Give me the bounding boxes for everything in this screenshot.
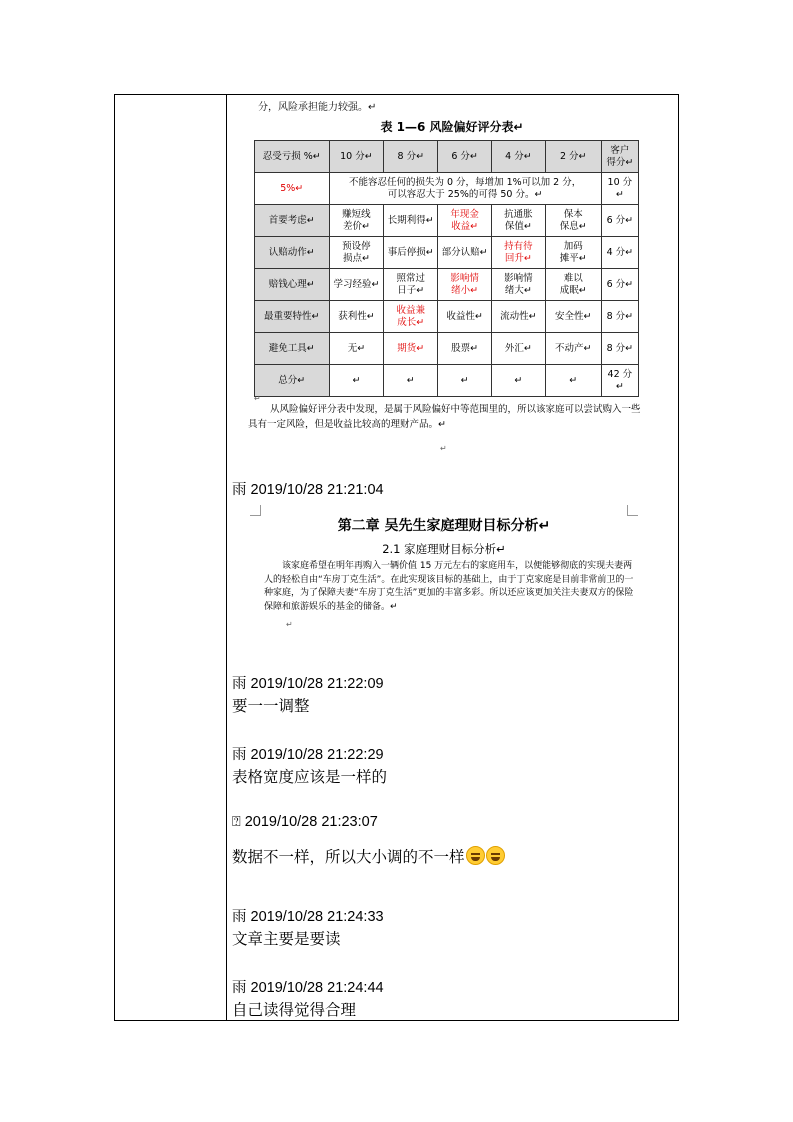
table-cell: 事后停损↵ [384,237,438,269]
embedded-screenshot-risk-table [232,96,672,456]
table-cell: 年现金 收益↵ [438,205,492,237]
table-cell: 照常过 日子↵ [384,269,438,301]
table-cell: 股票↵ [438,333,492,365]
message-sender-time: ⍰ 2019/10/28 21:23:07 [232,814,378,830]
table-cell: ↵ [438,365,492,397]
table-cell: 6 分↵ [438,141,492,173]
table-cell: 不动产↵ [545,333,601,365]
table-cell: 获利性↵ [329,301,384,333]
message-text: 文章主要是要读 [232,930,341,948]
message-text: 数据不一样，所以大小调的不一样 [232,848,465,866]
table-cell-merged: 不能容忍任何的损失为 0 分，每增加 1%可以加 2 分， 可以容忍大于 25%的可得 50 分。↵ [329,173,601,205]
table-cell: 6 分↵ [601,269,638,301]
chapter-title: 第二章 吴先生家庭理财目标分析↵ [337,518,551,534]
table-cell: 流动性↵ [491,301,545,333]
table-cell: 部分认赔↵ [438,237,492,269]
table-cell: 总分↵ [255,365,330,397]
table-cell: 4 分↵ [491,141,545,173]
message-text: 自己读得觉得合理 [232,1001,357,1019]
table-cell: 保本 保息↵ [545,205,601,237]
message-text: 要一一调整 [232,697,310,715]
table-cell: ↵ [491,365,545,397]
table-cell: 首要考虑↵ [255,205,330,237]
tears-of-joy-emoji-icon [486,846,505,865]
table-row [255,365,639,397]
message-with-emoji [232,845,505,867]
table-cell: 影响情 绪大↵ [491,269,545,301]
table-cell: 8 分↵ [601,333,638,365]
table-cell: 客户 得分↵ [601,141,638,173]
table-cell: 难以 成眠↵ [545,269,601,301]
paragraph-mark: ↵ [286,620,293,629]
table-row [255,269,639,301]
table-row [255,237,639,269]
table-cell: 忍受亏损 %↵ [255,141,330,173]
section-title: 2.1 家庭理财目标分析↵ [382,542,506,556]
table-row [255,301,639,333]
table-cell: 8 分↵ [601,301,638,333]
analysis-paragraph: 从风险偏好评分表中发现，是属于风险偏好中等范围里的，所以该家庭可以尝试购入一些具有一定风险，但是收益比较高的理财产品。↵ [248,404,641,430]
table-cell: 避免工具↵ [255,333,330,365]
table-cell: 5%↵ [255,173,330,205]
table-cell: 影响情 绪小↵ [438,269,492,301]
table-cell: 加码 摊平↵ [545,237,601,269]
message-sender-time: 雨 2019/10/28 21:21:04 [232,482,384,498]
table-cell: ↵ [329,365,384,397]
table-cell: 收益性↵ [438,301,492,333]
table-cell: 收益兼 成长↵ [384,301,438,333]
risk-preference-table [254,140,639,397]
table-row [255,173,639,205]
table-cell: 持有待 回升↵ [491,237,545,269]
table-cell: 最重要特性↵ [255,301,330,333]
message-sender-time: 雨 2019/10/28 21:24:33 [232,909,384,925]
table-cell: ↵ [384,365,438,397]
paragraph-mark: ↵ [254,394,261,403]
table-row [255,333,639,365]
intro-text: 分，风险承担能力较强。↵ [258,102,377,113]
table-cell: 期货↵ [384,333,438,365]
table-cell: 10 分↵ [601,173,638,205]
message-sender-time: 雨 2019/10/28 21:22:09 [232,676,384,692]
table-cell: 外汇↵ [491,333,545,365]
table-cell: 4 分↵ [601,237,638,269]
table-cell: 10 分↵ [329,141,384,173]
chapter-body-text: 该家庭希望在明年再购入一辆价值 15 万元左右的家庭用车，以便能够彻底的实现夫妻两人的轻松自由“车房丁克生活”。在此实现该目标的基础上，由于丁克家庭是目前非常前卫的一种家庭，为了保障夫妻“车房丁克生活”更加的丰富多彩。所以还应该更加关注夫妻双方的保险保障和旅游娱乐的基金的储备。↵ [264,561,634,612]
table-cell: 认赔动作↵ [255,237,330,269]
table-cell: 抗通胀 保值↵ [491,205,545,237]
table-cell: 赔钱心理↵ [255,269,330,301]
table-cell: 8 分↵ [384,141,438,173]
table-cell: 6 分↵ [601,205,638,237]
paragraph-mark: ↵ [440,444,447,453]
message-sender-time: 雨 2019/10/28 21:22:29 [232,747,384,763]
table-row [255,205,639,237]
table-column-divider [226,94,227,1021]
message-sender-time: 雨 2019/10/28 21:24:44 [232,980,384,996]
table-cell: 42 分↵ [601,365,638,397]
table-cell: 无↵ [329,333,384,365]
table-row [255,141,639,173]
message-text: 表格宽度应该是一样的 [232,768,388,786]
table-caption: 表 1—6 风险偏好评分表↵ [380,120,524,134]
table-cell: 赚短线 差价↵ [329,205,384,237]
table-cell: 预设停 损点↵ [329,237,384,269]
table-cell: 长期利得↵ [384,205,438,237]
table-cell: 2 分↵ [545,141,601,173]
embedded-screenshot-chapter [244,505,644,635]
table-cell: 学习经验↵ [329,269,384,301]
table-cell: ↵ [545,365,601,397]
table-cell: 安全性↵ [545,301,601,333]
tears-of-joy-emoji-icon [466,846,485,865]
